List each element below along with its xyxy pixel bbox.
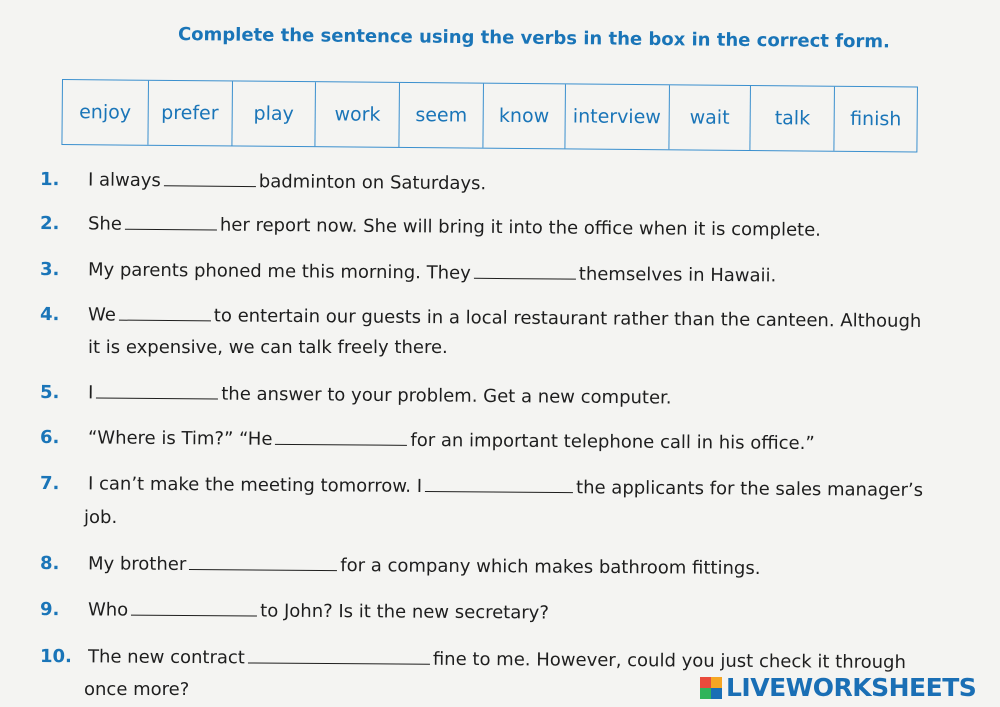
question-1	[40, 168, 486, 194]
question-text-before: “Where is Tim?” “He	[87, 427, 273, 450]
word-bank-cell: wait	[669, 85, 751, 150]
question-text-after: fine to me. However, could you just check it through	[432, 648, 907, 674]
question-text-after: for an important telephone call in his office.”	[410, 429, 815, 455]
question-continuation: once more?	[84, 679, 190, 700]
answer-blank[interactable]	[96, 381, 218, 399]
question-text-after: to entertain our guests in a local restaurant rather than the canteen. Although	[213, 305, 922, 332]
question-number: 5.	[39, 382, 60, 404]
question-8	[40, 552, 761, 579]
question-number: 6.	[39, 427, 60, 449]
instruction-heading: Complete the sentence using the verbs in the box in the correct form.	[177, 24, 891, 53]
question-5	[40, 381, 672, 409]
answer-blank[interactable]	[275, 428, 407, 446]
question-text-after: her report now. She will bring it into the office when it is complete.	[219, 214, 822, 241]
question-text-before: My brother	[87, 553, 187, 576]
logo-text: LIVEWORKSHEETS	[726, 673, 977, 702]
question-text-before: The new contract	[87, 646, 245, 669]
question-continuation: it is expensive, we can talk freely there.	[88, 337, 448, 358]
question-10	[40, 645, 906, 673]
word-bank-cell: work	[316, 82, 400, 147]
liveworksheets-logo	[700, 673, 976, 702]
word-bank-cell: play	[232, 81, 316, 146]
question-text-before: We	[87, 304, 116, 326]
question-number: 4.	[39, 304, 60, 326]
logo-square	[711, 688, 722, 699]
answer-blank[interactable]	[474, 262, 576, 280]
question-text-after: for a company which makes bathroom fittings.	[340, 555, 761, 580]
word-bank-cell: prefer	[148, 81, 232, 146]
question-3	[40, 258, 777, 286]
question-6	[40, 426, 815, 454]
question-7	[40, 472, 923, 501]
question-number: 7.	[39, 473, 60, 495]
question-text-after: the answer to your problem. Get a new computer.	[221, 383, 672, 409]
logo-square	[700, 688, 711, 699]
question-text-before: I	[87, 382, 94, 404]
word-bank-cell: talk	[751, 86, 835, 151]
word-bank-cell: seem	[400, 83, 484, 148]
answer-blank[interactable]	[131, 599, 257, 617]
question-number: 8.	[39, 553, 60, 575]
answer-blank[interactable]	[164, 169, 256, 187]
question-text-after: the applicants for the sales manager’s	[576, 477, 924, 501]
question-text-before: She	[87, 213, 123, 235]
question-2	[40, 212, 821, 241]
question-text-before: Who	[87, 599, 129, 621]
question-number: 9.	[39, 599, 60, 621]
answer-blank[interactable]	[248, 646, 430, 664]
question-text-before: I can’t make the meeting tomorrow. I	[87, 473, 423, 498]
answer-blank[interactable]	[189, 553, 337, 571]
question-4	[40, 303, 922, 332]
answer-blank[interactable]	[119, 304, 211, 322]
question-number: 2.	[39, 213, 60, 235]
question-continuation: job.	[84, 507, 118, 528]
question-number: 10.	[39, 646, 72, 668]
question-text-after: themselves in Hawaii.	[578, 263, 777, 287]
word-bank-cell: interview	[565, 84, 669, 149]
question-text-after: badminton on Saturdays.	[258, 171, 487, 195]
question-number: 3.	[39, 259, 60, 281]
question-text-before: I always	[87, 169, 161, 192]
logo-square	[700, 677, 711, 688]
question-text-after: to John? Is it the new secretary?	[260, 600, 549, 624]
word-bank-cell: finish	[850, 107, 902, 131]
word-bank-cell: know	[483, 84, 565, 149]
logo-mark-icon	[700, 677, 722, 699]
word-bank-cell: enjoy	[62, 80, 148, 145]
word-bank-box	[61, 79, 918, 152]
answer-blank[interactable]	[425, 475, 573, 493]
logo-square	[711, 677, 722, 688]
answer-blank[interactable]	[125, 213, 217, 231]
question-9	[40, 598, 549, 624]
question-number: 1.	[39, 169, 60, 191]
question-text-before: My parents phoned me this morning. They	[87, 259, 471, 284]
